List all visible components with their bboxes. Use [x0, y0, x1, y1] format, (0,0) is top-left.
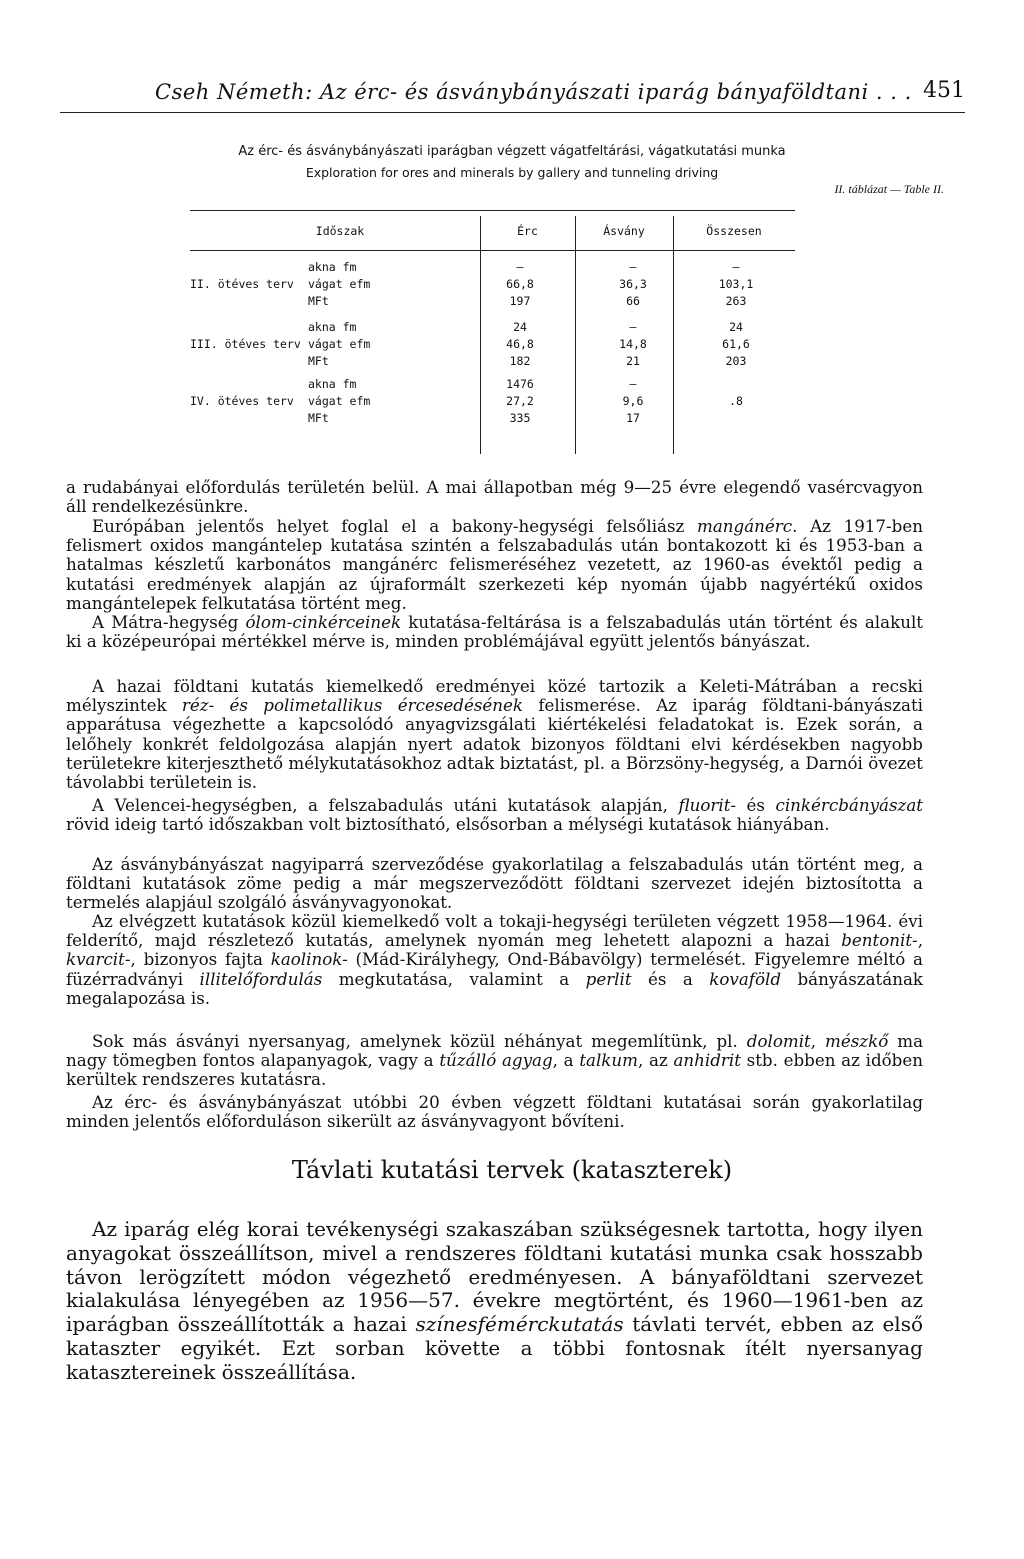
- cell-erc: 24: [513, 320, 527, 334]
- paragraph: A Velencei-hegységben, a felszabadulás utáni kutatások alapján, fluorit- és cinkércbányászat rövid ideig tartó időszakban volt biztosítható, elsősorban a mélységi kutatások hiányában.: [66, 795, 923, 835]
- cell-osszesen: 103,1: [718, 277, 754, 291]
- cell-osszesen: .8: [729, 394, 743, 408]
- cell-erc: 182: [509, 354, 531, 368]
- cell-asvany: 66: [626, 294, 640, 308]
- table-caption-en: Exploration for ores and minerals by gallery and tunneling driving: [305, 165, 719, 180]
- paragraph: Az érc- és ásványbányászat utóbbi 20 évben végzett földtani kutatásai során gyakorlatilag minden jelentős előforduláson sikerült az ásványvagyont bővíteni.: [66, 1092, 923, 1132]
- paragraph: Az ásványbányászat nagyiparrá szerveződése gyakorlatilag a felszabadulás után történt meg, a földtani kutatások zöme pedig a már megszerveződött földtani szervezet idején biztosította a termelés alapjául szolgáló ásványvagyonokat.: [66, 854, 923, 913]
- row-unit: akna fm: [308, 377, 357, 391]
- header-asvany: Ásvány: [603, 224, 645, 238]
- paragraph: Sok más ásványi nyersanyag, amelynek közül néhányat megemlítünk, pl. dolomit, mészkő ma nagy tömegben fontos alapanyagok, vagy a tűzálló agyag, a talkum, az anhidrit stb. ebben az időben kerültek rendszeres kutatásra.: [66, 1031, 924, 1090]
- cell-asvany: 21: [626, 354, 640, 368]
- paragraph: a rudabányai előfordulás területén belül. A mai állapotban még 9—25 évre elegendő vasércvagyon áll rendelkezésünkre.: [66, 477, 923, 517]
- row-period: III. ötéves terv: [190, 337, 301, 351]
- header-osszesen: Összesen: [706, 224, 762, 238]
- cell-asvany: 9,6: [622, 394, 644, 408]
- cell-asvany: —: [629, 260, 637, 274]
- table-top-rule: [190, 210, 795, 211]
- cell-erc: 46,8: [506, 337, 534, 351]
- cell-osszesen: —: [732, 260, 740, 274]
- row-unit: vágat efm: [308, 394, 371, 408]
- table-caption-hu: Az érc- és ásványbányászati iparágban végzett vágatfeltárási, vágatkutatási munka: [238, 144, 786, 159]
- cell-erc: 335: [509, 411, 531, 425]
- cell-erc: 1476: [506, 377, 534, 391]
- row-period: II. ötéves terv: [190, 277, 294, 291]
- table-header-rule: [190, 250, 795, 251]
- row-unit: MFt: [308, 294, 329, 308]
- section-title: Távlati kutatási tervek (kataszterek): [291, 1156, 733, 1184]
- section-paragraph: Az iparág elég korai tevékenységi szakaszában szükségesnek tartotta, hogy ilyen anyagokat összeállítson, mivel a rendszeres földtani kutatási munka csak hosszabb távon lerögzített módon végezhető eredményesen. A bányaföldtani szervezet kialakulása lényegében az 1956—57. évekre megtörtént, és 1960—1961-ben az iparágban összeállították a hazai színesfémérckutatás távlati tervét, ebben az első kataszter egyikét. Ezt sorban követte a többi fontosnak ítélt nyersanyag katasztereinek összeállítása.: [66, 1217, 923, 1384]
- header-erc: Érc: [517, 224, 538, 238]
- row-unit: MFt: [308, 411, 329, 425]
- page-number: 451: [923, 78, 965, 103]
- row-unit: akna fm: [308, 260, 357, 274]
- paragraph: Európában jelentős helyet foglal el a bakony-hegységi felsőliász mangánérc. Az 1917-ben felismert oxidos mangántelep kutatása szintén a felszabadulás után bontakozott ki és 1953-ban a hatalmas készletű karbonátos mangánérc felismeréséhez vezetett, az 1960-as évektől pedig a kutatási eredmények alapján az újraformált szerkezeti kép nyomán újabb nagyértékű oxidos mangántelepek felkutatása történt meg.: [66, 516, 923, 613]
- cell-asvany: —: [629, 320, 637, 334]
- cell-asvany: 17: [626, 411, 640, 425]
- cell-asvany: 36,3: [619, 277, 647, 291]
- row-unit: vágat efm: [308, 277, 371, 291]
- cell-osszesen: 203: [725, 354, 747, 368]
- cell-asvany: —: [629, 377, 637, 391]
- data-table: [190, 210, 795, 455]
- cell-erc: 27,2: [506, 394, 534, 408]
- row-unit: MFt: [308, 354, 329, 368]
- paragraph: A Mátra-hegység ólom-cinkérceinek kutatása-feltárása is a felszabadulás után történt és alakult ki a középeurópai mértékkel mérve is, minden problémájával együtt jelentős bányászat.: [66, 612, 923, 652]
- header-idoszak: Időszak: [315, 224, 365, 238]
- row-unit: akna fm: [308, 320, 357, 334]
- running-title: Cseh Németh: Az érc- és ásványbányászati iparág bányaföldtani . . .: [155, 80, 912, 104]
- cell-asvany: 14,8: [619, 337, 647, 351]
- cell-osszesen: 263: [725, 294, 747, 308]
- row-unit: vágat efm: [308, 337, 371, 351]
- cell-erc: —: [516, 260, 524, 274]
- cell-osszesen: 61,6: [722, 337, 750, 351]
- running-header: [60, 76, 965, 113]
- cell-osszesen: 24: [729, 320, 743, 334]
- cell-erc: 66,8: [506, 277, 534, 291]
- paragraph: A hazai földtani kutatás kiemelkedő eredményei közé tartozik a Keleti-Mátrában a recski mélyszintek réz- és polimetallikus ércesedésének felismerése. Az iparág földtani-bányászati apparátusa végezhette a kapcsolódó anyagvizsgálati kiértékelési feladatokat is. Ezek során, a lelőhely konkrét feldolgozása alapján nyert adatok bizonyos földtani elvi kérdésekben nagyobb területekre kiterjeszthető mélykutatásokhoz adtak biztatást, pl. a Börzsöny-hegység, a Darnói övezet távolabbi területein is.: [66, 676, 924, 793]
- table-label: II. táblázat — Table II.: [834, 182, 944, 196]
- cell-erc: 197: [509, 294, 531, 308]
- paragraph: Az elvégzett kutatások közül kiemelkedő volt a tokaji-hegységi területen végzett 1958—1964. évi felderítő, majd részletező kutatás, amelynek nyomán meg lehetett alapozni a hazai bentonit-, kvarcit-, bizonyos fajta kaolinok- (Mád-Királyhegy, Ond-Bábavölgy) termelését. Figyelemre méltó a füzérradványi illitelőfordulás megkutatása, valamint a perlit és a kovaföld bányászatának megalapozása is.: [66, 911, 924, 1008]
- row-period: IV. ötéves terv: [190, 394, 294, 408]
